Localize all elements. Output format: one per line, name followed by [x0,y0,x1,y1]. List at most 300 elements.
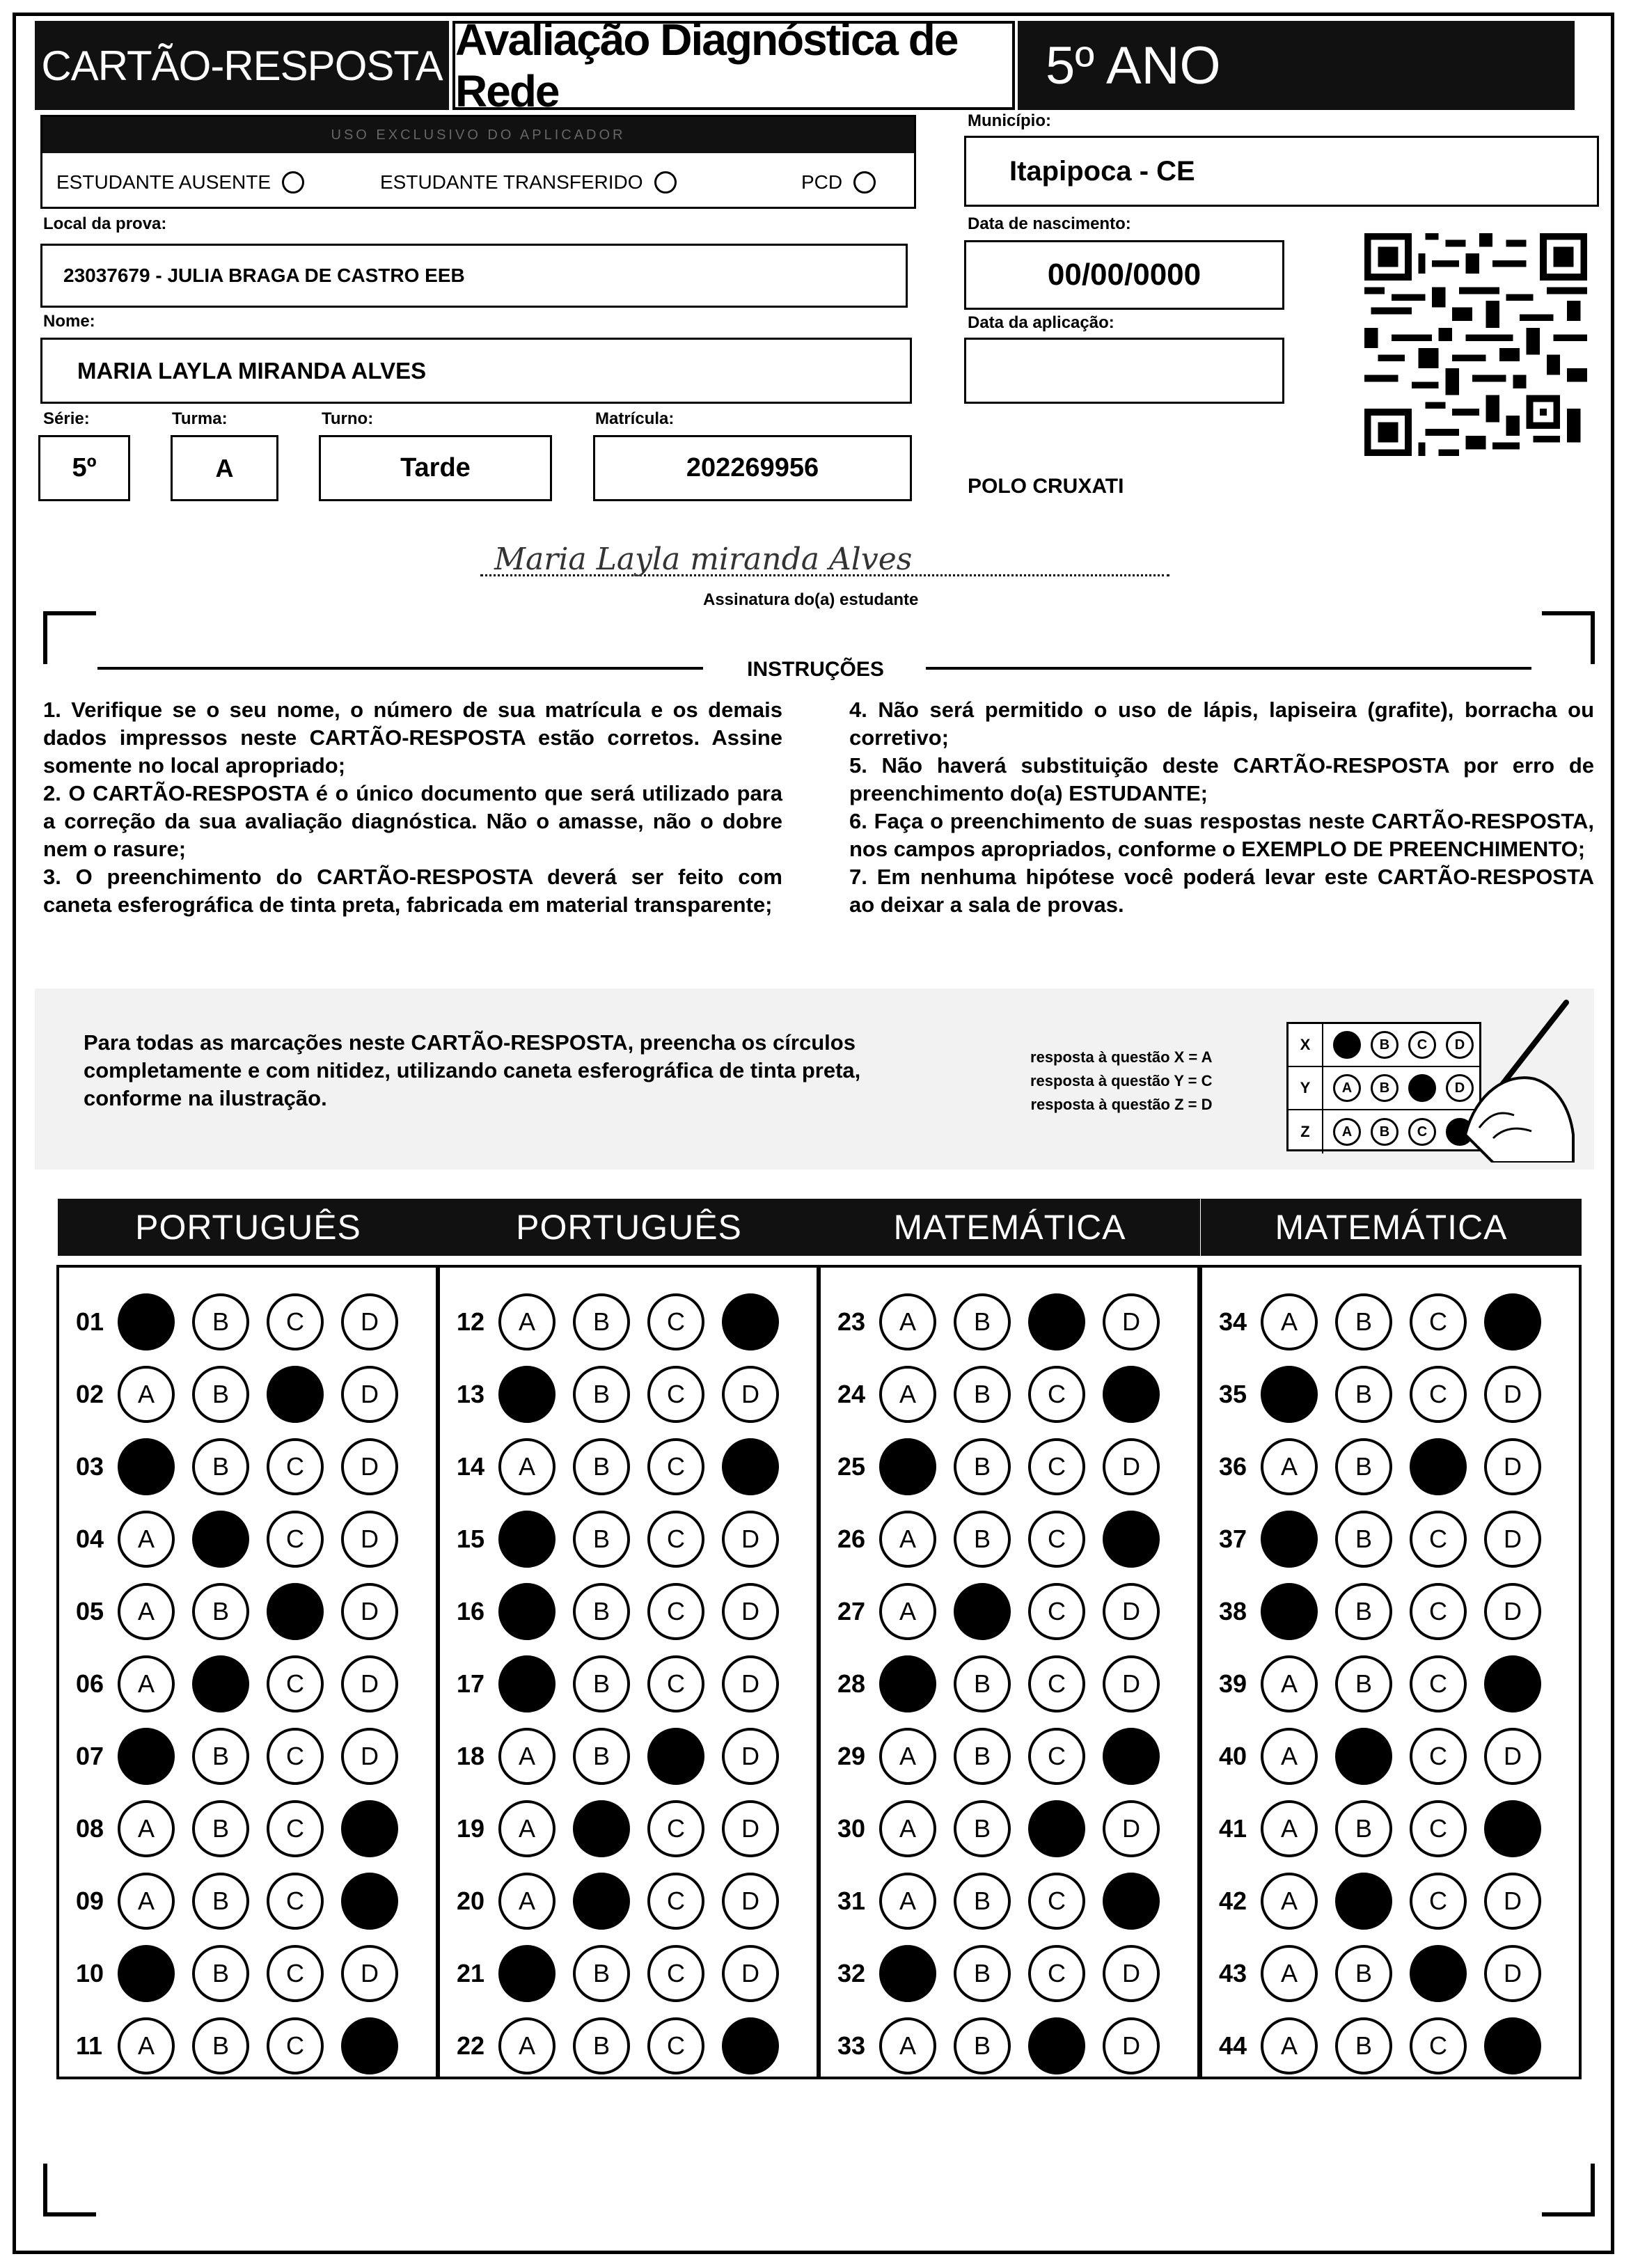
question-number: 36 [1219,1452,1247,1481]
question-row [76,2011,416,2081]
question-number: 16 [457,1597,485,1625]
instruction-item: 2. O CARTÃO-RESPOSTA é o único documento que será utilizado para a correção da sua avaliação diagnóstica. Não o amasse, não o dobre nem o rasure; [43,781,782,861]
answer-bubble-c[interactable]: C [1028,1873,1085,1930]
absent-circle[interactable] [282,171,304,194]
question-number: 05 [76,1597,104,1625]
question-row [457,1866,796,1936]
transferred-label: ESTUDANTE TRANSFERIDO [380,171,643,193]
answer-bubble-c[interactable]: C [1410,1511,1467,1568]
answer-bubble-b[interactable] [573,1800,630,1857]
answer-bubble-d[interactable]: D [341,1511,398,1568]
example-bubble-a: A [1333,1074,1361,1102]
answer-bubble-b[interactable]: B [192,1945,249,2002]
question-number: 39 [1219,1669,1247,1698]
answer-bubble-b[interactable]: B [573,2017,630,2074]
answer-bubble-c[interactable]: C [647,1945,704,2002]
answer-bubble-d[interactable] [1484,1800,1541,1857]
answer-bubble-c[interactable]: C [1028,1438,1085,1495]
answer-bubble-d[interactable]: D [341,1366,398,1423]
answer-bubble-b[interactable]: B [1335,1655,1392,1712]
answer-bubble-a[interactable] [118,1945,175,2002]
answer-bubble-d[interactable]: D [1103,2017,1160,2074]
answer-bubble-c[interactable]: C [647,1655,704,1712]
question-row [1219,1432,1559,1502]
answer-bubble-a[interactable] [118,1293,175,1350]
question-row [457,1794,796,1864]
answer-bubble-a[interactable] [498,1366,556,1423]
instruction-item: 3. O preenchimento do CARTÃO-RESPOSTA deverá ser feito com caneta esferográfica de tinta preta, fabricada em material transparente; [43,865,782,917]
answer-bubble-b[interactable]: B [573,1945,630,2002]
answer-bubble-c[interactable] [1410,1438,1467,1495]
answer-bubble-c[interactable]: C [1410,1366,1467,1423]
question-row [837,1287,1177,1357]
answer-bubble-c[interactable]: C [1410,1293,1467,1350]
answer-bubble-d[interactable] [722,2017,779,2074]
answer-bubble-d[interactable]: D [341,1293,398,1350]
answer-bubble-b[interactable]: B [573,1511,630,1568]
answer-bubble-b[interactable] [1335,1873,1392,1930]
answer-bubble-b[interactable]: B [573,1655,630,1712]
answer-bubble-a[interactable]: A [498,1728,556,1785]
question-number: 19 [457,1814,485,1843]
question-number: 43 [1219,1959,1247,1987]
answer-bubble-c[interactable] [1028,2017,1085,2074]
answer-bubble-c[interactable]: C [647,1293,704,1350]
answer-bubble-d[interactable] [722,1438,779,1495]
answer-bubble-c[interactable]: C [267,1728,324,1785]
example-bubble-b: B [1371,1118,1398,1146]
question-row [837,1722,1177,1791]
answer-bubble-b[interactable]: B [954,1728,1011,1785]
answer-bubble-c[interactable]: C [1410,1800,1467,1857]
question-row [1219,1939,1559,2008]
question-number: 27 [837,1597,866,1625]
corner-mark-bottom-left [43,2164,96,2216]
answer-bubble-b[interactable]: B [573,1293,630,1350]
absent-option[interactable] [56,171,304,194]
answer-bubble-b[interactable]: B [1335,1800,1392,1857]
class-label: Turma: [172,409,228,428]
question-number: 08 [76,1814,104,1843]
answer-bubble-b[interactable]: B [573,1366,630,1423]
answer-bubble-c[interactable]: C [1028,1583,1085,1640]
answer-bubble-b[interactable] [1335,1728,1392,1785]
question-number: 18 [457,1742,485,1770]
question-row [837,1794,1177,1864]
answer-bubble-a[interactable]: A [879,1728,936,1785]
answer-bubble-b[interactable]: B [192,1800,249,1857]
exam-title: Avaliação Diagnóstica de Rede [452,21,1015,110]
example-bubble-a: A [1333,1118,1361,1146]
question-number: 10 [76,1959,104,1987]
answer-bubble-a[interactable] [498,1945,556,2002]
question-row [76,1577,416,1646]
answer-bubble-b[interactable]: B [192,1366,249,1423]
answer-bubble-b[interactable]: B [954,1438,1011,1495]
answer-bubble-a[interactable] [498,1511,556,1568]
question-number: 12 [457,1307,485,1336]
answer-bubble-c[interactable] [1410,1945,1467,2002]
instruction-item: 1. Verifique se o seu nome, o número de sua matrícula e os demais dados impressos neste CARTÃO-RESPOSTA estão corretos. Assine somente no local apropriado; [43,698,782,778]
answer-bubble-c[interactable]: C [267,1438,324,1495]
answer-bubble-d[interactable]: D [341,1728,398,1785]
instructions-title: INSTRUÇÕES [747,658,884,681]
answer-bubble-a[interactable]: A [118,1800,175,1857]
answer-bubble-b[interactable]: B [954,2017,1011,2074]
answer-bubble-a[interactable]: A [1261,1438,1318,1495]
pcd-circle[interactable] [853,171,876,194]
example-row [1289,1067,1479,1110]
pcd-label: PCD [801,171,843,193]
answer-bubble-d[interactable]: D [722,1800,779,1857]
question-number: 31 [837,1887,866,1915]
city-field: Itapipoca - CE [964,136,1599,207]
signature-label: Assinatura do(a) estudante [703,590,919,609]
answer-bubble-c[interactable]: C [1028,1366,1085,1423]
answer-bubble-a[interactable]: A [1261,1800,1318,1857]
question-number: 15 [457,1525,485,1553]
answer-bubble-d[interactable]: D [1484,1945,1541,2002]
answer-bubble-b[interactable]: B [1335,1438,1392,1495]
question-number: 30 [837,1814,866,1843]
answer-bubble-a[interactable]: A [1261,1873,1318,1930]
answer-bubble-b[interactable]: B [954,1511,1011,1568]
question-number: 44 [1219,2031,1247,2060]
answer-bubble-c[interactable]: C [267,1511,324,1568]
answer-bubble-d[interactable] [1103,1366,1160,1423]
example-key: resposta à questão X = A [1030,1048,1213,1066]
question-number: 14 [457,1452,485,1481]
answer-bubble-d[interactable]: D [1484,1873,1541,1930]
answer-bubble-d[interactable] [1103,1728,1160,1785]
question-row [76,1504,416,1574]
card-title: CARTÃO-RESPOSTA [35,21,449,110]
answer-bubble-a[interactable]: A [879,1293,936,1350]
question-number: 33 [837,2031,866,2060]
instruction-item: 6. Faça o preenchimento de suas respostas neste CARTÃO-RESPOSTA, nos campos apropriados, conforme o EXEMPLO DE PREENCHIMENTO; [849,809,1594,861]
answer-bubble-c[interactable] [267,1366,324,1423]
question-number: 28 [837,1669,866,1698]
answer-bubble-a[interactable] [498,1583,556,1640]
answer-bubble-d[interactable] [341,2017,398,2074]
qr-code [1364,233,1587,456]
answer-column [1199,1265,1582,2079]
answer-bubble-b[interactable]: B [192,1728,249,1785]
answer-bubble-a[interactable]: A [118,1583,175,1640]
example-key: resposta à questão Y = C [1030,1072,1213,1089]
answer-bubble-a[interactable]: A [118,2017,175,2074]
answer-bubble-c[interactable] [1028,1800,1085,1857]
answer-bubble-a[interactable]: A [498,1873,556,1930]
answer-bubble-b[interactable]: B [954,1655,1011,1712]
answer-bubble-a[interactable]: A [879,1800,936,1857]
answer-bubble-c[interactable] [647,1728,704,1785]
question-number: 24 [837,1380,866,1408]
answer-bubble-d[interactable] [1484,1655,1541,1712]
answer-bubble-b[interactable]: B [573,1583,630,1640]
answer-bubble-d[interactable]: D [722,1511,779,1568]
answer-bubble-a[interactable] [498,1655,556,1712]
question-row [1219,1866,1559,1936]
question-row [76,1287,416,1357]
subject-header: MATEMÁTICA [1201,1199,1582,1256]
answer-bubble-a[interactable] [879,1438,936,1495]
answer-bubble-a[interactable] [1261,1583,1318,1640]
corner-mark-top-left [43,611,96,664]
question-row [76,1794,416,1864]
instruction-item: 7. Em nenhuma hipótese você poderá levar este CARTÃO-RESPOSTA ao deixar a sala de provas. [849,865,1594,917]
question-row [76,1722,416,1791]
answer-bubble-b[interactable]: B [954,1366,1011,1423]
example-bubble-c [1408,1074,1436,1102]
answer-bubble-b[interactable]: B [573,1438,630,1495]
example-text: Para todas as marcações neste CARTÃO-RESPOSTA, preencha os círculos completamente e com nitidez, utilizando caneta esferográfica de tinta preta, conforme na ilustração. [84,1030,861,1110]
answer-bubble-b[interactable]: B [954,1800,1011,1857]
answer-bubble-a[interactable]: A [1261,1945,1318,2002]
question-number: 32 [837,1959,866,1987]
answer-bubble-c[interactable]: C [267,1945,324,2002]
question-row [837,1649,1177,1719]
answer-bubble-b[interactable] [192,1655,249,1712]
example-bubble-a [1333,1031,1361,1059]
example-keys [1030,1046,1212,1117]
question-row [457,1360,796,1429]
answer-bubble-d[interactable]: D [722,1728,779,1785]
answer-bubble-c[interactable]: C [647,1873,704,1930]
answer-bubble-a[interactable]: A [118,1366,175,1423]
answer-bubble-b[interactable] [192,1511,249,1568]
answer-bubble-a[interactable] [1261,1366,1318,1423]
answer-bubble-b[interactable]: B [192,1293,249,1350]
subject-header: PORTUGUÊS [439,1199,819,1256]
answer-bubble-b[interactable]: B [192,1873,249,1930]
answer-bubble-d[interactable]: D [1103,1800,1160,1857]
answer-bubble-b[interactable]: B [1335,1293,1392,1350]
answer-bubble-a[interactable]: A [879,1583,936,1640]
example-row-letter: Y [1289,1067,1323,1109]
answer-bubble-c[interactable]: C [647,2017,704,2074]
answer-bubble-c[interactable]: C [647,1511,704,1568]
answer-bubble-b[interactable]: B [954,1873,1011,1930]
answer-bubble-b[interactable]: B [192,1438,249,1495]
answer-bubble-c[interactable]: C [647,1438,704,1495]
question-number: 11 [76,2031,103,2060]
answer-bubble-c[interactable]: C [267,2017,324,2074]
shift-field: Tarde [319,435,552,501]
answer-bubble-c[interactable]: C [1410,1873,1467,1930]
answer-bubble-a[interactable]: A [118,1655,175,1712]
answer-bubble-d[interactable]: D [1484,1438,1541,1495]
answer-bubble-a[interactable] [118,1438,175,1495]
question-row [837,1360,1177,1429]
answer-bubble-a[interactable]: A [118,1511,175,1568]
subject-header: MATEMÁTICA [819,1199,1200,1256]
question-row [76,1866,416,1936]
answer-bubble-d[interactable]: D [341,1655,398,1712]
question-number: 06 [76,1669,104,1698]
answer-bubble-a[interactable]: A [1261,1655,1318,1712]
question-number: 41 [1219,1814,1247,1843]
answer-bubble-c[interactable] [1028,1293,1085,1350]
answer-bubble-b[interactable]: B [573,1728,630,1785]
answer-bubble-d[interactable]: D [1484,1366,1541,1423]
answer-bubble-c[interactable]: C [267,1293,324,1350]
answer-bubble-b[interactable]: B [954,1293,1011,1350]
answer-bubble-d[interactable]: D [341,1583,398,1640]
answer-bubble-c[interactable]: C [647,1800,704,1857]
question-number: 23 [837,1307,866,1336]
answer-bubble-c[interactable]: C [647,1366,704,1423]
example-bubble-b: B [1371,1031,1398,1059]
answer-bubble-a[interactable] [879,1655,936,1712]
answer-bubble-a[interactable] [879,1945,936,2002]
question-row [457,1649,796,1719]
question-row [76,1432,416,1502]
question-number: 02 [76,1380,104,1408]
question-number: 38 [1219,1597,1247,1625]
answer-bubble-a[interactable] [118,1728,175,1785]
example-bubble-d: D [1446,1031,1474,1059]
answer-bubble-b[interactable]: B [192,1583,249,1640]
answer-bubble-d[interactable]: D [1484,1728,1541,1785]
answer-bubble-b[interactable]: B [1335,1945,1392,2002]
answer-bubble-c[interactable] [267,1583,324,1640]
answer-bubble-c[interactable]: C [267,1800,324,1857]
question-number: 17 [457,1669,485,1698]
answer-bubble-a[interactable]: A [879,1873,936,1930]
answer-bubble-d[interactable] [341,1873,398,1930]
answer-bubble-c[interactable]: C [1410,1583,1467,1640]
answer-bubble-d[interactable]: D [1103,1293,1160,1350]
question-row [457,1432,796,1502]
answer-bubble-b[interactable]: B [1335,1583,1392,1640]
question-number: 42 [1219,1887,1247,1915]
answer-bubble-a[interactable]: A [1261,1293,1318,1350]
answer-bubble-a[interactable]: A [1261,2017,1318,2074]
answer-bubble-c[interactable]: C [1028,1511,1085,1568]
question-number: 03 [76,1452,104,1481]
answer-bubble-d[interactable]: D [1103,1655,1160,1712]
answer-bubble-d[interactable]: D [1103,1945,1160,2002]
answer-bubble-d[interactable]: D [722,1945,779,2002]
answer-bubble-a[interactable]: A [498,1438,556,1495]
answer-bubble-d[interactable] [722,1293,779,1350]
question-row [837,1939,1177,2008]
question-row [457,1504,796,1574]
answer-bubble-c[interactable]: C [1028,1655,1085,1712]
answer-bubble-c[interactable]: C [1410,1728,1467,1785]
answer-column [56,1265,439,2079]
answer-bubble-b[interactable]: B [1335,1511,1392,1568]
answer-bubble-d[interactable] [1484,1293,1541,1350]
answer-bubble-c[interactable]: C [1028,1728,1085,1785]
answer-bubble-b[interactable]: B [954,1945,1011,2002]
answer-bubble-d[interactable]: D [722,1583,779,1640]
question-number: 40 [1219,1742,1247,1770]
answer-bubble-a[interactable]: A [879,1366,936,1423]
answer-bubble-d[interactable] [1103,1511,1160,1568]
question-row [76,1649,416,1719]
example-bubble-c: C [1408,1031,1436,1059]
transferred-circle[interactable] [654,171,677,194]
question-number: 07 [76,1742,104,1770]
signature-line: Maria Layla miranda Alves [480,542,1169,576]
answer-bubble-b[interactable] [573,1873,630,1930]
shift-label: Turno: [322,409,374,428]
answer-bubble-a[interactable]: A [879,2017,936,2074]
question-row [1219,1794,1559,1864]
series-label: Série: [43,409,90,428]
question-number: 34 [1219,1307,1247,1336]
hand-pen-illustration [1451,995,1577,1163]
question-number: 35 [1219,1380,1247,1408]
answer-bubble-b[interactable]: B [192,2017,249,2074]
question-number: 09 [76,1887,104,1915]
question-row [457,2011,796,2081]
series-field: 5º [38,435,130,501]
answer-bubble-a[interactable]: A [1261,1728,1318,1785]
question-number: 37 [1219,1525,1247,1553]
answer-bubble-c[interactable]: C [1410,1655,1467,1712]
answer-bubble-a[interactable]: A [879,1511,936,1568]
answer-bubble-b[interactable]: B [1335,2017,1392,2074]
answer-column [818,1265,1200,2079]
question-row [1219,2011,1559,2081]
example-row-letter: X [1289,1024,1323,1066]
question-row [837,1432,1177,1502]
answer-bubble-d[interactable]: D [722,1873,779,1930]
question-row [457,1939,796,2008]
transferred-option[interactable] [380,171,677,194]
instruction-item: 4. Não será permitido o uso de lápis, lapiseira (grafite), borracha ou corretivo; [849,698,1594,750]
answer-bubble-d[interactable] [341,1800,398,1857]
answer-bubble-d[interactable] [1103,1873,1160,1930]
name-field: MARIA LAYLA MIRANDA ALVES [40,338,912,404]
answer-bubble-d[interactable]: D [722,1366,779,1423]
answer-bubble-a[interactable]: A [118,1873,175,1930]
answer-bubble-a[interactable]: A [498,2017,556,2074]
answer-bubble-d[interactable]: D [341,1438,398,1495]
answer-bubble-c[interactable]: C [1410,2017,1467,2074]
absent-label: ESTUDANTE AUSENTE [56,171,271,193]
enrollment-field: 202269956 [593,435,912,501]
answer-bubble-d[interactable]: D [1103,1438,1160,1495]
pcd-option[interactable] [801,171,876,194]
answer-bubble-d[interactable]: D [722,1655,779,1712]
question-row [76,1360,416,1429]
answer-column [437,1265,819,2079]
application-date-field [964,338,1284,404]
question-row [457,1722,796,1791]
answer-bubble-c[interactable]: C [267,1873,324,1930]
answer-bubble-b[interactable] [954,1583,1011,1640]
answer-bubble-d[interactable] [1484,2017,1541,2074]
answer-bubble-c[interactable]: C [1028,1945,1085,2002]
answer-bubble-a[interactable]: A [498,1293,556,1350]
answer-bubble-c[interactable]: C [647,1583,704,1640]
answer-bubble-a[interactable]: A [498,1800,556,1857]
answer-bubble-d[interactable]: D [341,1945,398,2002]
answer-bubble-d[interactable]: D [1103,1583,1160,1640]
answer-bubble-d[interactable]: D [1484,1583,1541,1640]
answer-bubble-c[interactable]: C [267,1655,324,1712]
answer-bubble-b[interactable]: B [1335,1366,1392,1423]
answer-bubble-d[interactable]: D [1484,1511,1541,1568]
question-number: 29 [837,1742,866,1770]
example-key: resposta à questão Z = D [1030,1096,1213,1113]
answer-bubble-a[interactable] [1261,1511,1318,1568]
name-label: Nome: [43,312,95,331]
